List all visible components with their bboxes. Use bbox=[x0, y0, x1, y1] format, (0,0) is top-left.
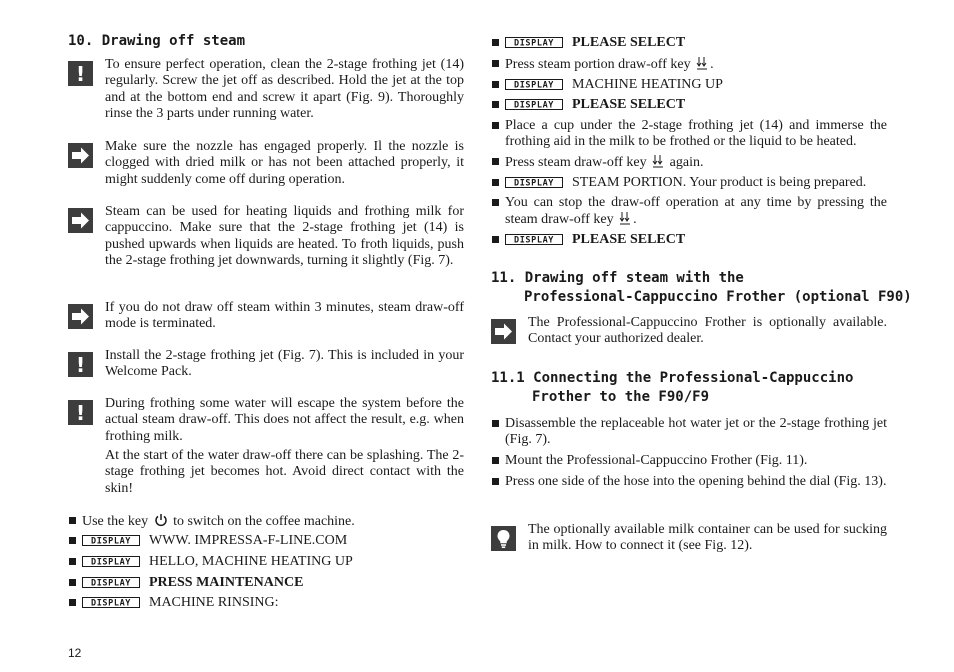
display-icon bbox=[82, 597, 140, 608]
bullet bbox=[69, 599, 76, 606]
section-11-1-title-line2: Frother to the F90/F9 bbox=[532, 389, 710, 405]
bullet bbox=[492, 122, 499, 129]
page-number: 12 bbox=[68, 646, 82, 660]
exclamation-icon: ! bbox=[68, 61, 93, 86]
bullet bbox=[69, 537, 76, 544]
power-key-icon bbox=[154, 513, 168, 527]
section-11-1-title: 11.1 Connecting the Professional-Cappuccino bbox=[491, 370, 854, 386]
display-icon bbox=[82, 556, 140, 567]
display-icon bbox=[505, 177, 563, 188]
display-icon bbox=[505, 79, 563, 90]
note-text: The Professional-Cappuccino Frother is optionally available. Contact your authorized dealer. bbox=[528, 315, 887, 347]
arrow-right-icon bbox=[68, 304, 93, 329]
bullet bbox=[492, 236, 499, 243]
note-text: The optionally available milk container can be used for sucking in milk. How to connect it (see Fig. 12). bbox=[528, 522, 887, 554]
bullet bbox=[492, 60, 499, 67]
steam-key-icon bbox=[696, 56, 708, 70]
display-icon bbox=[505, 37, 563, 48]
note-text: If you do not draw off steam within 3 minutes, steam draw-off mode is terminated. bbox=[105, 300, 464, 332]
display-icon bbox=[82, 535, 140, 546]
note-text: During frothing some water will escape the system before the actual steam draw-off. This does not affect the result, e.g. when frothing milk. bbox=[105, 396, 464, 444]
lightbulb-icon bbox=[491, 526, 516, 551]
note-text: Make sure the nozzle has engaged properly. Il the nozzle is clogged with dried milk or has not been attached properly, it might suddenly come off during operation. bbox=[105, 139, 464, 187]
note-text: Install the 2-stage frothing jet (Fig. 7). This is included in your Welcome Pack. bbox=[105, 348, 464, 380]
bullet bbox=[492, 158, 499, 165]
bullet bbox=[69, 517, 76, 524]
display-icon bbox=[505, 234, 563, 245]
bullet bbox=[492, 39, 499, 46]
bullet bbox=[69, 558, 76, 565]
arrow-right-icon bbox=[68, 143, 93, 168]
section-11-title: 11. Drawing off steam with the bbox=[491, 270, 744, 286]
steam-key-icon bbox=[619, 211, 631, 225]
section-11-title-line2: Professional-Cappuccino Frother (optional F90) bbox=[524, 289, 912, 305]
exclamation-icon: ! bbox=[68, 400, 93, 425]
note-text: Steam can be used for heating liquids and frothing milk for cappuccino. Make sure that the 2-stage frothing jet (14) is pushed upwards when liquids are heated. To froth liquids, push the 2-stage frothing jet downwards, turning it slightly (Fig. 7). bbox=[105, 204, 464, 268]
steam-key-icon bbox=[652, 154, 664, 168]
bullet bbox=[492, 179, 499, 186]
bullet bbox=[492, 478, 499, 485]
bullet bbox=[492, 101, 499, 108]
exclamation-icon: ! bbox=[68, 352, 93, 377]
display-icon bbox=[505, 99, 563, 110]
arrow-right-icon bbox=[68, 208, 93, 233]
note-text: To ensure perfect operation, clean the 2-stage frothing jet (14) regularly. Screw the jet off as described. Hold the jet at the top and at the bottom end and screw it apart (Fig. 9). Thoroughly rinse the 3 parts under running water. bbox=[105, 57, 464, 121]
warning-splashing: At the start of the water draw-off there can be splashing. The 2-stage frothing jet becomes hot. Avoid direct contact with the skin! bbox=[105, 448, 464, 496]
bullet bbox=[492, 420, 499, 427]
bullet bbox=[69, 579, 76, 586]
bullet bbox=[492, 457, 499, 464]
bullet bbox=[492, 81, 499, 88]
arrow-right-icon bbox=[491, 319, 516, 344]
display-icon bbox=[82, 577, 140, 588]
section-10-title: 10. Drawing off steam bbox=[68, 33, 246, 49]
bullet bbox=[492, 199, 499, 206]
